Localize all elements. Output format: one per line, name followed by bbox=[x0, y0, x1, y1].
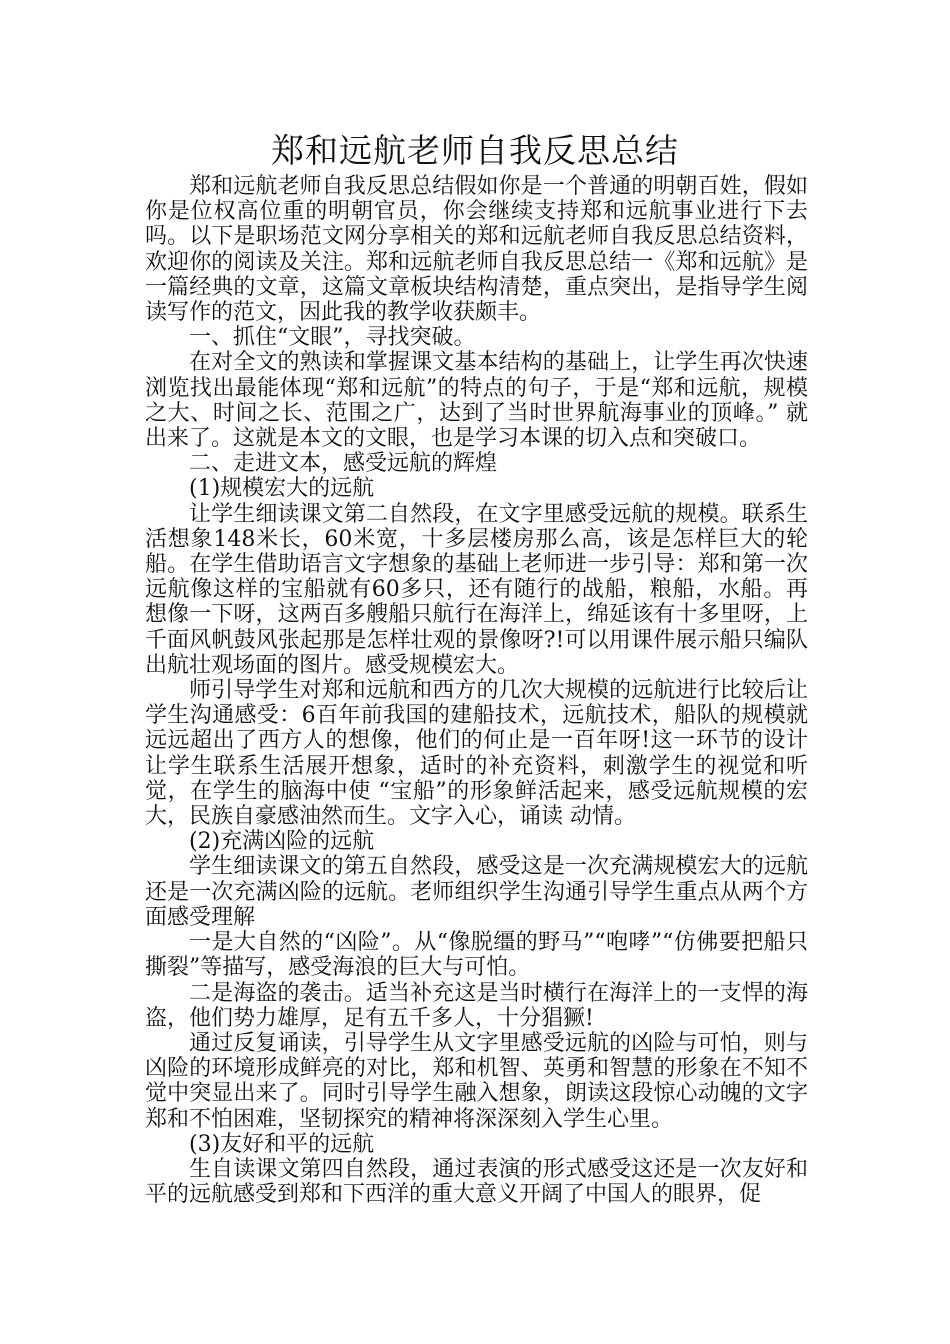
document-title: 郑和远航老师自我反思总结 bbox=[271, 131, 679, 170]
paragraph: 让学生细读课文第二自然段，在文字里感受远航的规模。联系生活想象148米长，60米宽，十多层楼房那么高，该是怎样巨大的轮船。在学生借助语言文字想象的基础上老师进一步引导：郑和第一次远航像这样的宝船就有60多只，还有随行的战船，粮船，水船。再想像一下呀，这两百多艘船只航行在海洋上，绵延该有十多里呀，上千面风帆鼓风张起那是怎样壮观的景像呀?!可以用课件展示船只编队出航壮观场面的图片。感受规模宏大。 bbox=[145, 501, 808, 678]
section-heading-1: 一、抓住“文眼”，寻找突破。 bbox=[189, 325, 476, 351]
section-heading-2: 二、走进文本，感受远航的辉煌 bbox=[189, 451, 498, 477]
paragraph: 通过反复诵读，引导学生从文字里感受远航的凶险与可怕，则与凶险的环境形成鲜亮的对比，郑和机智、英勇和智慧的形象在不知不觉中突显出来了。同时引导学生融入想象，朗读这段惊心动魄的文字郑和不怕困难，坚韧探究的精神将深深刻入学生心里。 bbox=[145, 1030, 808, 1132]
subsection-heading-1: (1)规模宏大的远航 bbox=[189, 476, 375, 502]
paragraph: 一是大自然的“凶险”。从“像脱缰的野马”“咆哮”“仿佛要把船只撕裂”等描写，感受海浪的巨大与可怕。 bbox=[145, 930, 808, 981]
paragraph: 生自读课文第四自然段，通过表演的形式感受这还是一次友好和平的远航感受到郑和下西洋的重大意义开阔了中国人的眼界，促 bbox=[145, 1156, 808, 1208]
paragraph: 二是海盗的袭击。适当补充这是当时横行在海洋上的一支悍的海盗，他们势力雄厚，足有五千多人，十分猖獗! bbox=[145, 980, 808, 1031]
paragraph: 在对全文的熟读和掌握课文基本结构的基础上，让学生再次快速浏览找出最能体现“郑和远航”的特点的句子，于是“郑和远航，规模之大、时间之长、范围之广，达到了当时世界航海事业的顶峰。” 就出来了。这就是本文的文眼，也是学习本课的切入点和突破口。 bbox=[145, 350, 808, 452]
subsection-heading-3: (3)友好和平的远航 bbox=[189, 1131, 375, 1157]
subsection-heading-2: (2)充满凶险的远航 bbox=[189, 829, 375, 855]
paragraph-intro: 郑和远航老师自我反思总结假如你是一个普通的明朝百姓，假如你是位权高位重的明朝官员，你会继续支持郑和远航事业进行下去吗。以下是职场范文网分享相关的郑和远航老师自我反思总结资料，欢迎你的阅读及关注。郑和远航老师自我反思总结一《郑和远航》是一篇经典的文章，这篇文章板块结构清楚，重点突出，是指导学生阅读写作的范文，因此我的教学收获颇丰。 bbox=[145, 174, 808, 326]
document-body bbox=[145, 174, 808, 1207]
paragraph: 学生细读课文的第五自然段，感受这是一次充满规模宏大的远航还是一次充满凶险的远航。老师组织学生沟通引导学生重点从两个方面感受理解 bbox=[145, 854, 808, 930]
paragraph: 师引导学生对郑和远航和西方的几次大规模的远航进行比较后让学生沟通感受：6百年前我国的建船技术，远航技术，船队的规模就远远超出了西方人的想像，他们的何止是一百年呀!这一环节的设计让学生联系生活展开想象，适时的补充资料，刺激学生的视觉和听觉，在学生的脑海中使 “宝船”的形象鲜活起来，感受远航规模的宏大，民族自豪感油然而生。文字入心，诵读 动情。 bbox=[145, 678, 808, 830]
